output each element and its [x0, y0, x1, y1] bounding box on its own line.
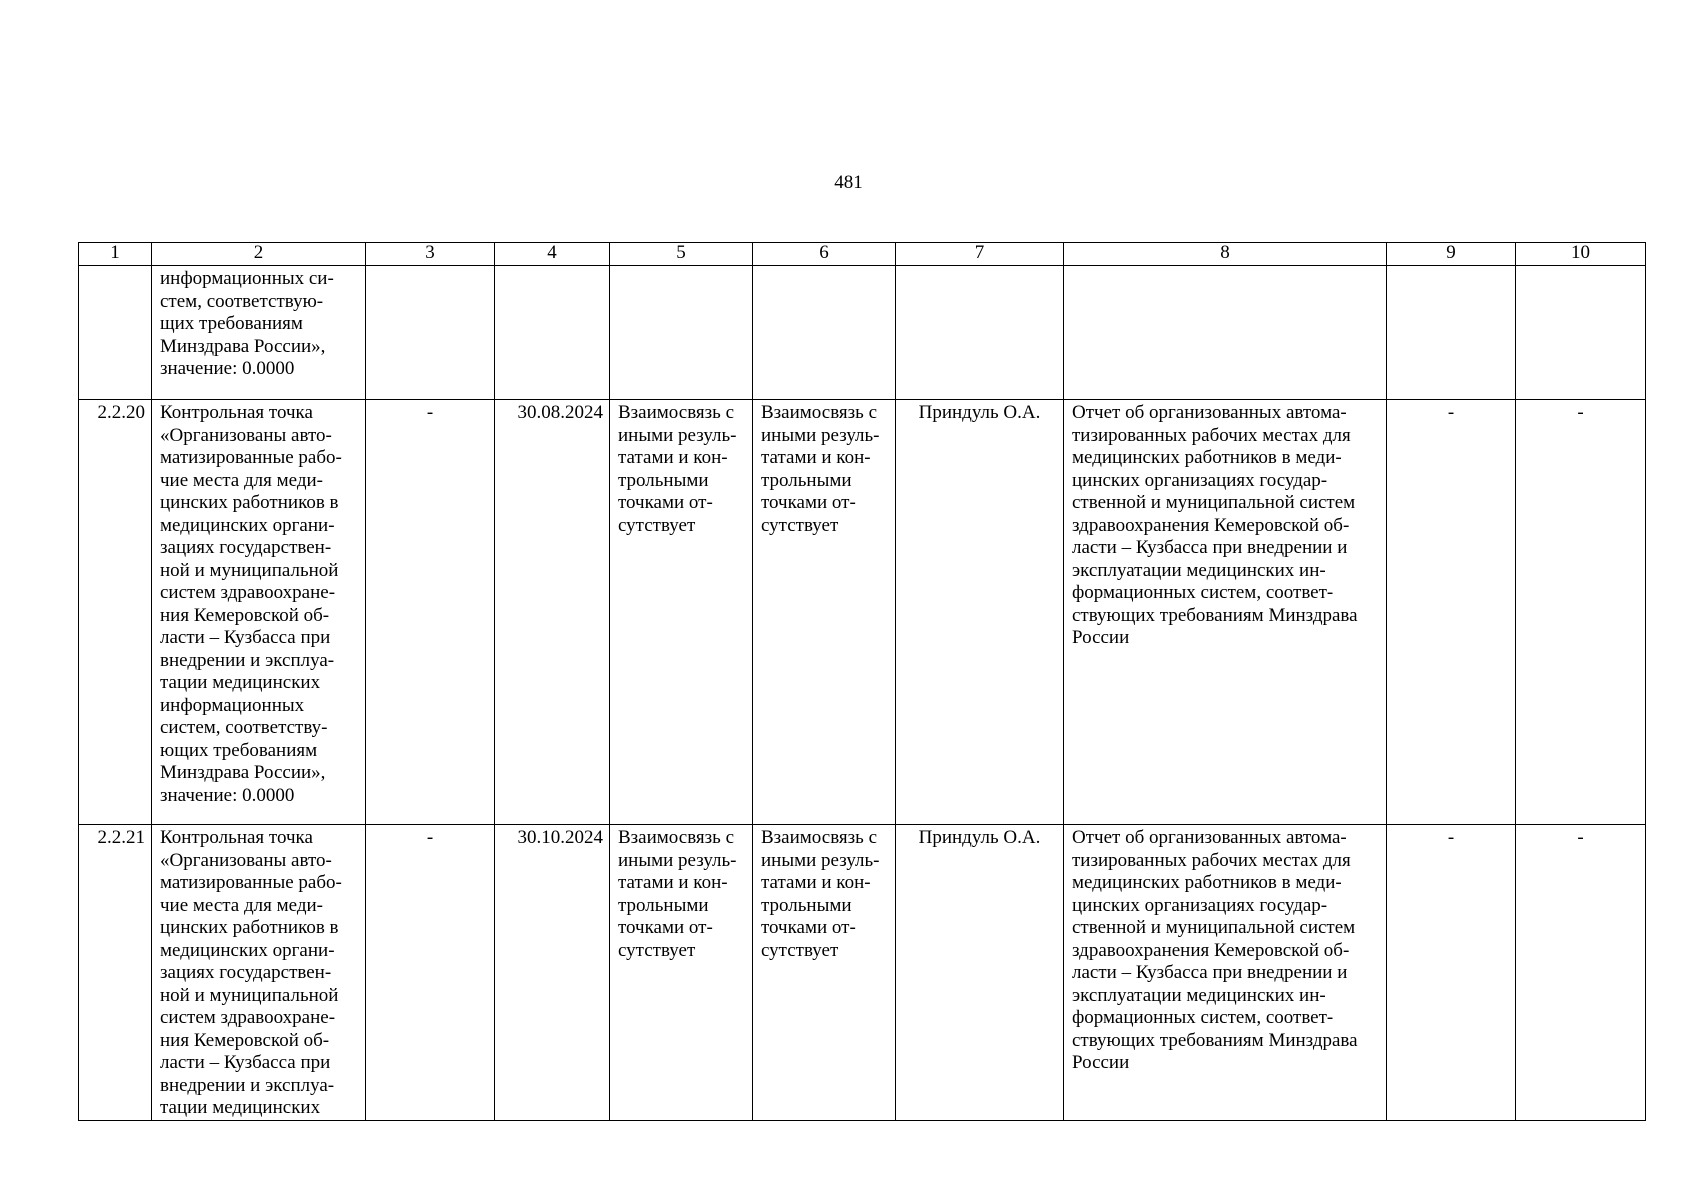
- column-6-text: Взаимосвязь с иными резуль- татами и кон- трольными точками от- сутствует: [761, 402, 880, 536]
- column-header: 8: [1064, 243, 1387, 266]
- empty-cell: [1064, 266, 1387, 400]
- row-name-text: Контрольная точка «Организованы авто- матизированные рабо- чие места для меди- цинских работников в медицинских органи- зациях государствен- ной и муниципальной систем здравоохране- ния Кемеровской об- ласти – Кузбасса при внедрении и эксплуа- тации медицинских: [160, 827, 342, 1118]
- document-text: Отчет об организованных автома- тизированных рабочих местах для медицинских работников в меди- цинских организациях государ- ственной и муниципальной систем здравоохранения Кемеровской об- ласти – Кузбасса при внедрении и эксплуатации медицинских ин- формационных систем, соответ- ствующих требованиям Минздрава России: [1072, 827, 1358, 1073]
- column-6-text: Взаимосвязь с иными резуль- татами и кон- трольными точками от- сутствует: [761, 827, 880, 961]
- continuation-row: [79, 266, 1646, 400]
- empty-cell: [610, 266, 753, 400]
- row-name-cell: [152, 825, 366, 1121]
- document-cell: [1064, 825, 1387, 1121]
- column-header: 9: [1387, 243, 1516, 266]
- column-9-cell: -: [1387, 400, 1516, 825]
- column-5-text: Взаимосвязь с иными резуль- татами и кон- трольными точками от- сутствует: [618, 402, 737, 536]
- column-header: 5: [610, 243, 753, 266]
- row-name-text: Контрольная точка «Организованы авто- матизированные рабо- чие места для меди- цинских работников в медицинских органи- зациях государствен- ной и муниципальной систем здравоохране- ния Кемеровской об- ласти – Кузбасса при внедрении и эксплуа- тации медицинских информационных систем, соответству- ющих требованиям Минздрава России», значение: 0.0000: [160, 402, 342, 806]
- empty-cell: [1387, 266, 1516, 400]
- row-name-cell: [152, 400, 366, 825]
- column-header: 7: [896, 243, 1064, 266]
- column-5-text: Взаимосвязь с иными резуль- татами и кон- трольными точками от- сутствует: [618, 827, 737, 961]
- row-name-cell: [152, 266, 366, 400]
- column-header: 4: [495, 243, 610, 266]
- column-header: 1: [79, 243, 152, 266]
- column-9-cell: -: [1387, 825, 1516, 1121]
- column-6-cell: [753, 400, 896, 825]
- column-header: 6: [753, 243, 896, 266]
- responsible-cell: Приндуль О.А.: [896, 825, 1064, 1121]
- date-cell: 30.08.2024: [495, 400, 610, 825]
- responsible-cell: Приндуль О.А.: [896, 400, 1064, 825]
- empty-cell: [495, 266, 610, 400]
- row-number-cell: [79, 266, 152, 400]
- column-3-cell: -: [366, 400, 495, 825]
- column-5-cell: [610, 825, 753, 1121]
- row-name-text: информационных си- стем, соответствую- щих требованиям Минздрава России», значение: 0.0000: [160, 268, 334, 379]
- column-header: 2: [152, 243, 366, 266]
- column-6-cell: [753, 825, 896, 1121]
- empty-cell: [896, 266, 1064, 400]
- column-header: 3: [366, 243, 495, 266]
- control-points-table: [78, 242, 1646, 1121]
- row-number-cell: 2.2.20: [79, 400, 152, 825]
- column-10-cell: -: [1516, 825, 1646, 1121]
- column-10-cell: -: [1516, 400, 1646, 825]
- table-row: [79, 400, 1646, 825]
- column-5-cell: [610, 400, 753, 825]
- page-number: 481: [834, 172, 863, 193]
- document-cell: [1064, 400, 1387, 825]
- column-3-cell: -: [366, 825, 495, 1121]
- table-row: [79, 825, 1646, 1121]
- row-number-cell: 2.2.21: [79, 825, 152, 1121]
- column-number-header-row: [79, 243, 1646, 266]
- document-text: Отчет об организованных автома- тизированных рабочих местах для медицинских работников в меди- цинских организациях государ- ственной и муниципальной систем здравоохранения Кемеровской об- ласти – Кузбасса при внедрении и эксплуатации медицинских ин- формационных систем, соответ- ствующих требованиям Минздрава России: [1072, 402, 1358, 648]
- empty-cell: [753, 266, 896, 400]
- empty-cell: [366, 266, 495, 400]
- empty-cell: [1516, 266, 1646, 400]
- date-cell: 30.10.2024: [495, 825, 610, 1121]
- column-header: 10: [1516, 243, 1646, 266]
